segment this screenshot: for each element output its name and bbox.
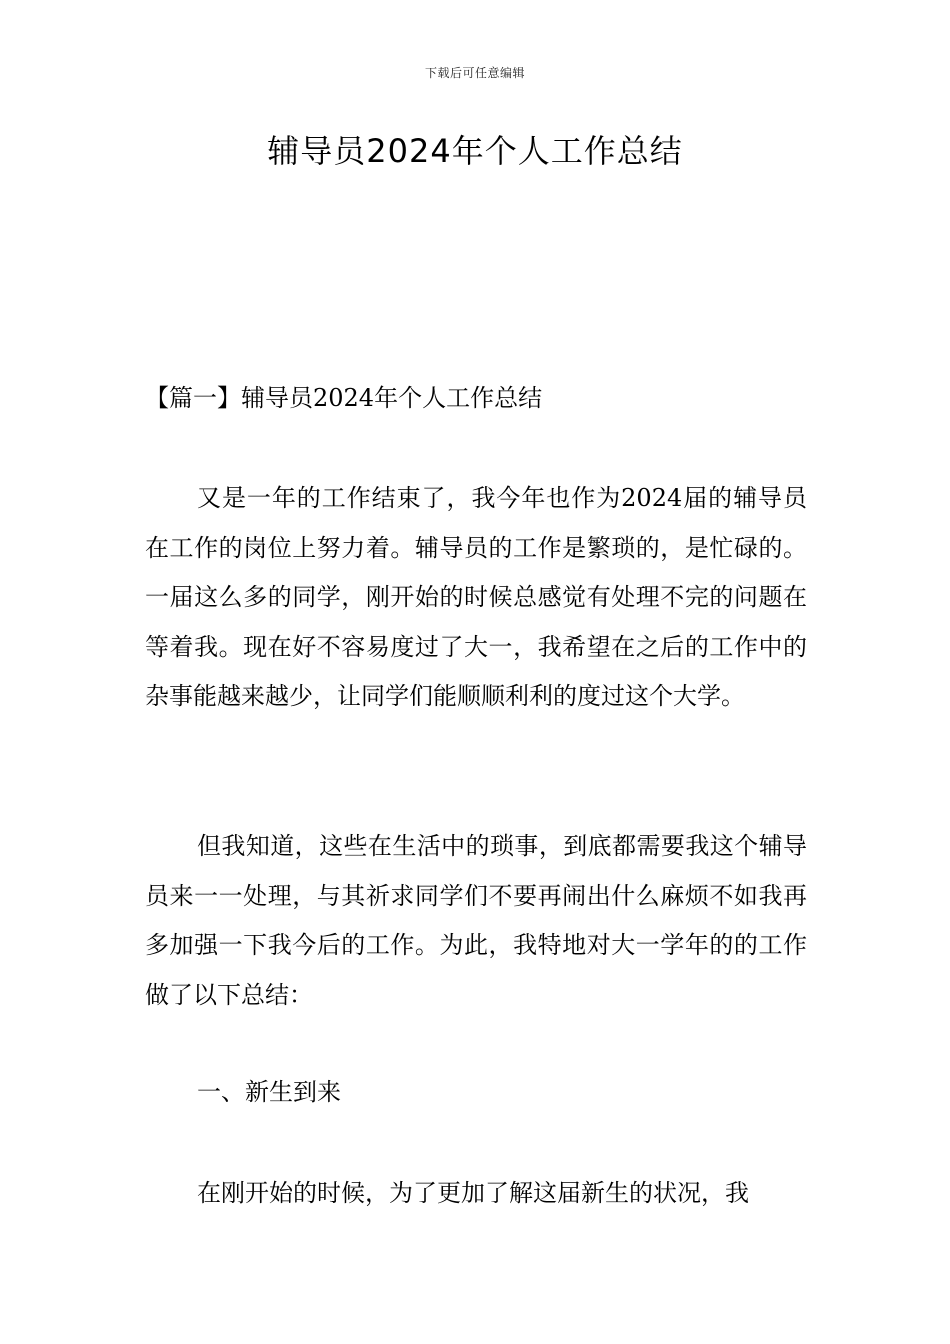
sub-heading-new-students: 一、新生到来	[197, 1078, 341, 1106]
body-paragraph-3: 在刚开始的时候，为了更加了解这届新生的状况，我	[197, 1179, 749, 1207]
section-heading: 【篇一】辅导员2024年个人工作总结	[145, 384, 543, 412]
document-title: 辅导员2024年个人工作总结	[267, 132, 683, 170]
body-paragraph-2: 但我知道，这些在生活中的琐事，到底都需要我这个辅导员来一一处理，与其祈求同学们不要再闹出什么麻烦不如我再多加强一下我今后的工作。为此，我特地对大一学年的的工作做了以下总结：	[145, 832, 807, 1009]
header-note: 下载后可任意编辑	[424, 66, 525, 80]
body-paragraph-1: 又是一年的工作结束了，我今年也作为2024届的辅导员在工作的岗位上努力着。辅导员的工作是繁琐的，是忙碌的。一届这么多的同学，刚开始的时候总感觉有处理不完的问题在等着我。现在好不容易度过了大一，我希望在之后的工作中的杂事能越来越少，让同学们能顺顺利利的度过这个大学。	[145, 484, 807, 710]
